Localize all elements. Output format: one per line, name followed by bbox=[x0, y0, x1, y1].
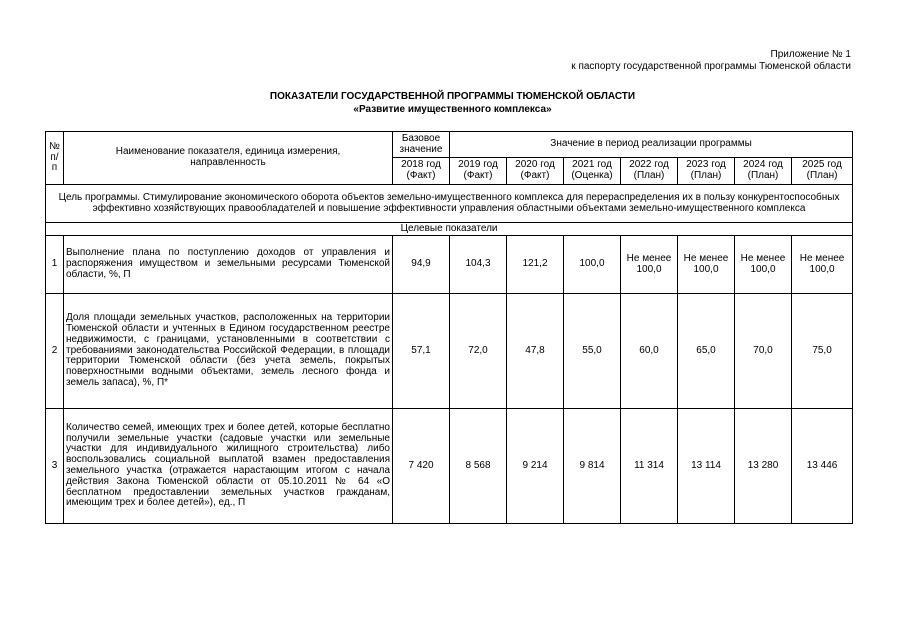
row-value: 121,2 bbox=[507, 236, 564, 294]
row-value: 104,3 bbox=[450, 236, 507, 294]
row-value: 70,0 bbox=[735, 294, 792, 409]
row-value: 94,9 bbox=[393, 236, 450, 294]
header-year-cell bbox=[450, 158, 507, 185]
document-title bbox=[0, 90, 905, 116]
appendix-line-2: к паспорту государственной программы Тюменской области bbox=[571, 61, 851, 72]
appendix-line-1: Приложение № 1 bbox=[770, 49, 851, 60]
header-year-type: (Факт) bbox=[520, 170, 550, 181]
row-value: 60,0 bbox=[621, 294, 678, 409]
header-year: 2022 год bbox=[629, 159, 669, 171]
header-num: № п/п bbox=[46, 132, 64, 185]
row-num: 1 bbox=[46, 236, 64, 294]
header-year-cell bbox=[621, 158, 678, 185]
section-title: Целевые показатели bbox=[46, 223, 853, 236]
row-value: Не менее 100,0 bbox=[678, 236, 735, 294]
row-name: Количество семей, имеющих трех и более детей, которые бесплатно получили земельные участки (садовые участки или земельные участки для индивидуального жилищного строительства) либо воспользовались социальной выплатой взамен предоставления земельного участка (отражается нарастающим итогом с начала действия Закона Тюменской области от 05.10.2011 № 64 «О бесплатном предоставлении земельных участков гражданам, имеющим трех и более детей»), ед., П bbox=[64, 409, 393, 524]
header-year: 2018 год bbox=[401, 159, 441, 171]
header-year: 2025 год bbox=[802, 159, 842, 171]
row-value: 57,1 bbox=[393, 294, 450, 409]
header-year: 2024 год bbox=[743, 159, 783, 171]
header-year-cell bbox=[678, 158, 735, 185]
indicators-table bbox=[45, 131, 853, 524]
title-line-2: «Развитие имущественного комплекса» bbox=[353, 104, 552, 115]
header-year-cell bbox=[507, 158, 564, 185]
row-value: 47,8 bbox=[507, 294, 564, 409]
row-value: Не менее 100,0 bbox=[735, 236, 792, 294]
row-value: 13 446 bbox=[792, 409, 853, 524]
row-value: Не менее 100,0 bbox=[792, 236, 853, 294]
row-value: 11 314 bbox=[621, 409, 678, 524]
row-name: Выполнение плана по поступлению доходов от управления и распоряжения имуществом и земельными ресурсами Тюменской области, %, П bbox=[64, 236, 393, 294]
row-value: 9 814 bbox=[564, 409, 621, 524]
header-year-type: (Оценка) bbox=[571, 170, 613, 181]
row-value: Не менее 100,0 bbox=[621, 236, 678, 294]
header-year-type: (Факт) bbox=[406, 170, 436, 181]
goal-row bbox=[46, 185, 853, 223]
header-year: 2023 год bbox=[686, 159, 726, 171]
header-year-type: (План) bbox=[806, 170, 838, 181]
header-year-cell bbox=[564, 158, 621, 185]
header-year-cell bbox=[393, 158, 450, 185]
row-value: 100,0 bbox=[564, 236, 621, 294]
header-base: Базовое значение bbox=[393, 132, 450, 158]
row-value: 9 214 bbox=[507, 409, 564, 524]
header-period: Значение в период реализации программы bbox=[450, 132, 853, 158]
appendix-note bbox=[571, 49, 851, 73]
header-year-type: (План) bbox=[747, 170, 779, 181]
header-year-type: (План) bbox=[633, 170, 665, 181]
header-year: 2021 год bbox=[572, 159, 612, 171]
row-value: 65,0 bbox=[678, 294, 735, 409]
row-value: 8 568 bbox=[450, 409, 507, 524]
header-year: 2019 год bbox=[458, 159, 498, 171]
row-name: Доля площади земельных участков, расположенных на территории Тюменской области и учтенных в Едином государственном реестре недвижимости, с границами, установленными в соответствии с требованиями законодательства Российской Федерации, в площади территории Тюменской области (без учета земель, покрытых поверхностными водными объектами, земель лесного фонда и земель запаса), %, П* bbox=[64, 294, 393, 409]
header-year-type: (Факт) bbox=[463, 170, 493, 181]
header-year-cell bbox=[792, 158, 853, 185]
header-year-cell bbox=[735, 158, 792, 185]
row-value: 55,0 bbox=[564, 294, 621, 409]
row-value: 13 114 bbox=[678, 409, 735, 524]
row-value: 13 280 bbox=[735, 409, 792, 524]
row-value: 7 420 bbox=[393, 409, 450, 524]
table-row bbox=[46, 294, 853, 409]
row-value: 72,0 bbox=[450, 294, 507, 409]
row-num: 3 bbox=[46, 409, 64, 524]
header-year-type: (План) bbox=[690, 170, 722, 181]
section-row bbox=[46, 223, 853, 236]
row-value: 75,0 bbox=[792, 294, 853, 409]
row-num: 2 bbox=[46, 294, 64, 409]
header-row-1 bbox=[46, 132, 853, 158]
table-row bbox=[46, 409, 853, 524]
header-year: 2020 год bbox=[515, 159, 555, 171]
title-line-1: ПОКАЗАТЕЛИ ГОСУДАРСТВЕННОЙ ПРОГРАММЫ ТЮМЕНСКОЙ ОБЛАСТИ bbox=[269, 91, 636, 102]
table-row bbox=[46, 236, 853, 294]
header-name: Наименование показателя, единица измерения, направленность bbox=[64, 132, 393, 185]
program-goal: Цель программы. Стимулирование экономического оборота объектов земельно-имущественного комплекса для перераспределения их в пользу конкурентоспособных эффективно хозяйствующих правообладателей и повышение эффективности управления областными объектами земельно-имущественного комплекса bbox=[46, 185, 853, 223]
